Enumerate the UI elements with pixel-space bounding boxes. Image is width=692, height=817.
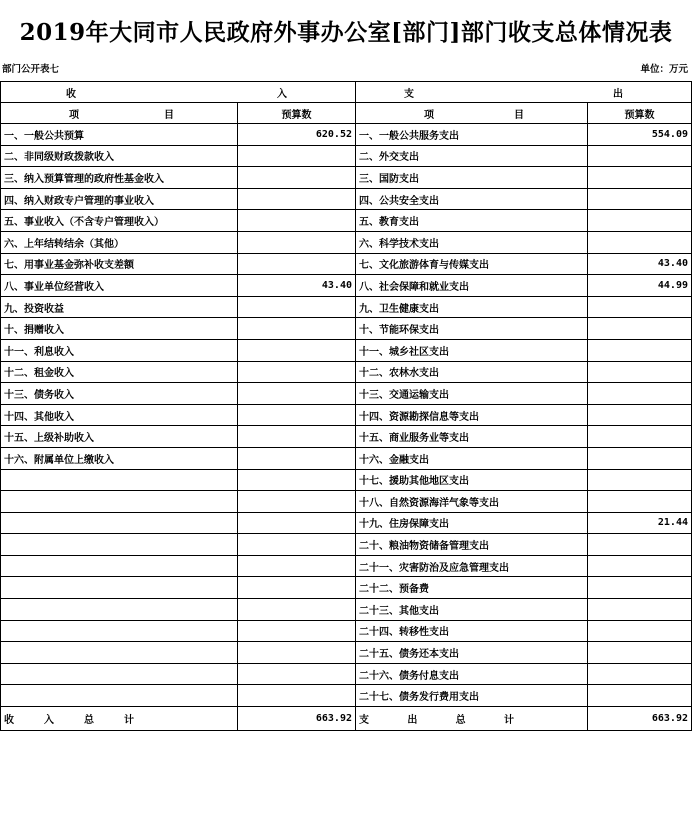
table-row — [1, 620, 692, 642]
table-row — [1, 599, 692, 621]
income-total-value: 663.92 — [238, 707, 356, 731]
income-header-char: 入 — [277, 88, 287, 100]
expense-budget-header: 预算数 — [588, 103, 692, 124]
income-budget-value — [238, 404, 356, 426]
table-row — [1, 383, 692, 405]
expense-budget-value — [588, 620, 692, 642]
income-budget-value: 620.52 — [238, 124, 356, 146]
income-budget-value — [238, 383, 356, 405]
income-item-label: 十一、利息收入 — [1, 339, 238, 361]
income-item-label — [1, 469, 238, 491]
income-budget-value — [238, 361, 356, 383]
expense-item-label: 二十四、转移性支出 — [356, 620, 588, 642]
total-label-char: 出 — [407, 715, 418, 727]
expense-item-label: 六、科学技术支出 — [356, 231, 588, 253]
item-header-char: 项 — [424, 109, 434, 121]
expense-item-label: 十六、金融支出 — [356, 447, 588, 469]
income-item-label: 七、用事业基金弥补收支差额 — [1, 253, 238, 275]
income-total-label — [1, 707, 238, 731]
income-budget-value — [238, 339, 356, 361]
income-item-label: 十、捐赠收入 — [1, 318, 238, 340]
income-item-label — [1, 663, 238, 685]
expense-budget-value — [588, 361, 692, 383]
income-budget-value — [238, 620, 356, 642]
income-budget-value — [238, 534, 356, 556]
expense-item-label: 四、公共安全支出 — [356, 188, 588, 210]
expense-budget-value — [588, 339, 692, 361]
expense-header-char: 出 — [613, 88, 623, 100]
expense-item-label: 八、社会保障和就业支出 — [356, 275, 588, 297]
expense-budget-value: 43.40 — [588, 253, 692, 275]
income-budget-value — [238, 469, 356, 491]
table-row — [1, 685, 692, 707]
income-budget-value — [238, 663, 356, 685]
expense-budget-value — [588, 383, 692, 405]
table-row — [1, 188, 692, 210]
income-item-label: 十二、租金收入 — [1, 361, 238, 383]
expense-item-label: 二十六、债务付息支出 — [356, 663, 588, 685]
income-budget-value — [238, 253, 356, 275]
expense-budget-value — [588, 642, 692, 664]
expense-item-label: 十五、商业服务业等支出 — [356, 426, 588, 448]
income-item-label: 三、纳入预算管理的政府性基金收入 — [1, 167, 238, 189]
table-row — [1, 512, 692, 534]
income-item-label — [1, 534, 238, 556]
expense-item-header — [356, 103, 588, 124]
table-row — [1, 555, 692, 577]
table-row — [1, 231, 692, 253]
income-budget-value — [238, 685, 356, 707]
item-header-char: 项 — [69, 109, 79, 121]
unit-label: 单位：万元 — [640, 64, 688, 75]
total-label-char: 总 — [84, 715, 94, 727]
table-row — [1, 642, 692, 664]
income-item-label: 十六、附属单位上缴收入 — [1, 447, 238, 469]
total-label-char: 收 — [4, 715, 14, 727]
income-item-label — [1, 599, 238, 621]
form-code: 部门公开表七 — [2, 64, 60, 75]
table-row — [1, 296, 692, 318]
income-budget-value — [238, 296, 356, 318]
expense-budget-value — [588, 296, 692, 318]
table-row — [1, 318, 692, 340]
expense-budget-value — [588, 663, 692, 685]
table-row — [1, 210, 692, 232]
expense-item-label: 十、节能环保支出 — [356, 318, 588, 340]
income-item-label: 四、纳入财政专户管理的事业收入 — [1, 188, 238, 210]
expense-budget-value — [588, 231, 692, 253]
expense-budget-value — [588, 167, 692, 189]
section-header-row — [1, 82, 692, 103]
income-header-char: 收 — [66, 88, 76, 100]
income-budget-value — [238, 426, 356, 448]
income-item-label — [1, 512, 238, 534]
total-label-char: 计 — [503, 715, 514, 727]
expense-item-label: 二十五、债务还本支出 — [356, 642, 588, 664]
expense-item-label: 七、文化旅游体育与传媒支出 — [356, 253, 588, 275]
income-budget-value — [238, 555, 356, 577]
income-item-label: 五、事业收入（不含专户管理收入） — [1, 210, 238, 232]
income-budget-value — [238, 577, 356, 599]
table-row — [1, 275, 692, 297]
income-budget-header: 预算数 — [238, 103, 356, 124]
table-row — [1, 534, 692, 556]
expense-item-label: 二十三、其他支出 — [356, 599, 588, 621]
expense-budget-value — [588, 577, 692, 599]
income-budget-value — [238, 167, 356, 189]
income-item-label: 十五、上级补助收入 — [1, 426, 238, 448]
income-item-label — [1, 555, 238, 577]
expense-item-label: 十二、农林水支出 — [356, 361, 588, 383]
income-budget-value — [238, 599, 356, 621]
expense-budget-value: 554.09 — [588, 124, 692, 146]
expense-item-label: 二十一、灾害防治及应急管理支出 — [356, 555, 588, 577]
total-label-char: 计 — [124, 715, 134, 727]
expense-budget-value — [588, 188, 692, 210]
table-row — [1, 124, 692, 146]
income-budget-value — [238, 491, 356, 513]
item-header-char: 目 — [164, 109, 174, 121]
table-row — [1, 339, 692, 361]
table-row — [1, 145, 692, 167]
expense-section-header — [356, 82, 692, 103]
table-row — [1, 663, 692, 685]
total-label-char: 支 — [359, 715, 369, 727]
expense-item-label: 十八、自然资源海洋气象等支出 — [356, 491, 588, 513]
table-row — [1, 447, 692, 469]
column-header-row — [1, 103, 692, 124]
income-item-label — [1, 685, 238, 707]
expense-total-label — [356, 707, 588, 731]
income-item-label — [1, 577, 238, 599]
table-row — [1, 469, 692, 491]
expense-item-label: 一、一般公共服务支出 — [356, 124, 588, 146]
income-item-label: 十三、债务收入 — [1, 383, 238, 405]
income-budget-value: 43.40 — [238, 275, 356, 297]
expense-budget-value: 44.99 — [588, 275, 692, 297]
page-title: 2019年大同市人民政府外事办公室[部门]部门收支总体情况表 — [19, 19, 673, 46]
expense-item-label: 十四、资源勘探信息等支出 — [356, 404, 588, 426]
income-item-label — [1, 491, 238, 513]
income-item-label: 九、投资收益 — [1, 296, 238, 318]
income-section-header — [1, 82, 356, 103]
income-budget-value — [238, 512, 356, 534]
expense-item-label: 十三、交通运输支出 — [356, 383, 588, 405]
expense-budget-value — [588, 685, 692, 707]
income-budget-value — [238, 642, 356, 664]
expense-budget-value — [588, 145, 692, 167]
total-label-char: 入 — [44, 715, 54, 727]
expense-item-label: 九、卫生健康支出 — [356, 296, 588, 318]
income-budget-value — [238, 188, 356, 210]
expense-item-label: 五、教育支出 — [356, 210, 588, 232]
expense-item-label: 二十、粮油物资储备管理支出 — [356, 534, 588, 556]
expense-budget-value — [588, 469, 692, 491]
income-budget-value — [238, 145, 356, 167]
income-budget-value — [238, 447, 356, 469]
table-row — [1, 361, 692, 383]
income-item-label: 八、事业单位经营收入 — [1, 275, 238, 297]
item-header-char: 目 — [514, 109, 524, 121]
total-row — [1, 707, 692, 731]
expense-header-char: 支 — [404, 88, 414, 100]
expense-item-label: 二、外交支出 — [356, 145, 588, 167]
expense-item-label: 十一、城乡社区支出 — [356, 339, 588, 361]
income-budget-value — [238, 210, 356, 232]
table-row — [1, 253, 692, 275]
expense-budget-value — [588, 318, 692, 340]
expense-budget-value — [588, 404, 692, 426]
expense-budget-value — [588, 599, 692, 621]
budget-table — [0, 81, 692, 731]
expense-item-label: 二十七、债务发行费用支出 — [356, 685, 588, 707]
income-item-label: 六、上年结转结余（其他） — [1, 231, 238, 253]
income-item-label: 十四、其他收入 — [1, 404, 238, 426]
income-item-label: 二、非同级财政拨款收入 — [1, 145, 238, 167]
expense-budget-value — [588, 210, 692, 232]
expense-budget-value — [588, 534, 692, 556]
income-item-header — [1, 103, 238, 124]
expense-item-label: 三、国防支出 — [356, 167, 588, 189]
table-row — [1, 426, 692, 448]
income-budget-value — [238, 318, 356, 340]
total-label-char: 总 — [455, 715, 466, 727]
expense-budget-value — [588, 447, 692, 469]
expense-budget-value — [588, 491, 692, 513]
expense-item-label: 十七、援助其他地区支出 — [356, 469, 588, 491]
expense-budget-value — [588, 426, 692, 448]
income-item-label — [1, 642, 238, 664]
income-item-label: 一、一般公共预算 — [1, 124, 238, 146]
expense-total-value: 663.92 — [588, 707, 692, 731]
expense-budget-value — [588, 555, 692, 577]
expense-budget-value: 21.44 — [588, 512, 692, 534]
table-row — [1, 167, 692, 189]
expense-item-label: 二十二、预备费 — [356, 577, 588, 599]
income-budget-value — [238, 231, 356, 253]
table-row — [1, 491, 692, 513]
table-row — [1, 577, 692, 599]
income-item-label — [1, 620, 238, 642]
table-row — [1, 404, 692, 426]
expense-item-label: 十九、住房保障支出 — [356, 512, 588, 534]
